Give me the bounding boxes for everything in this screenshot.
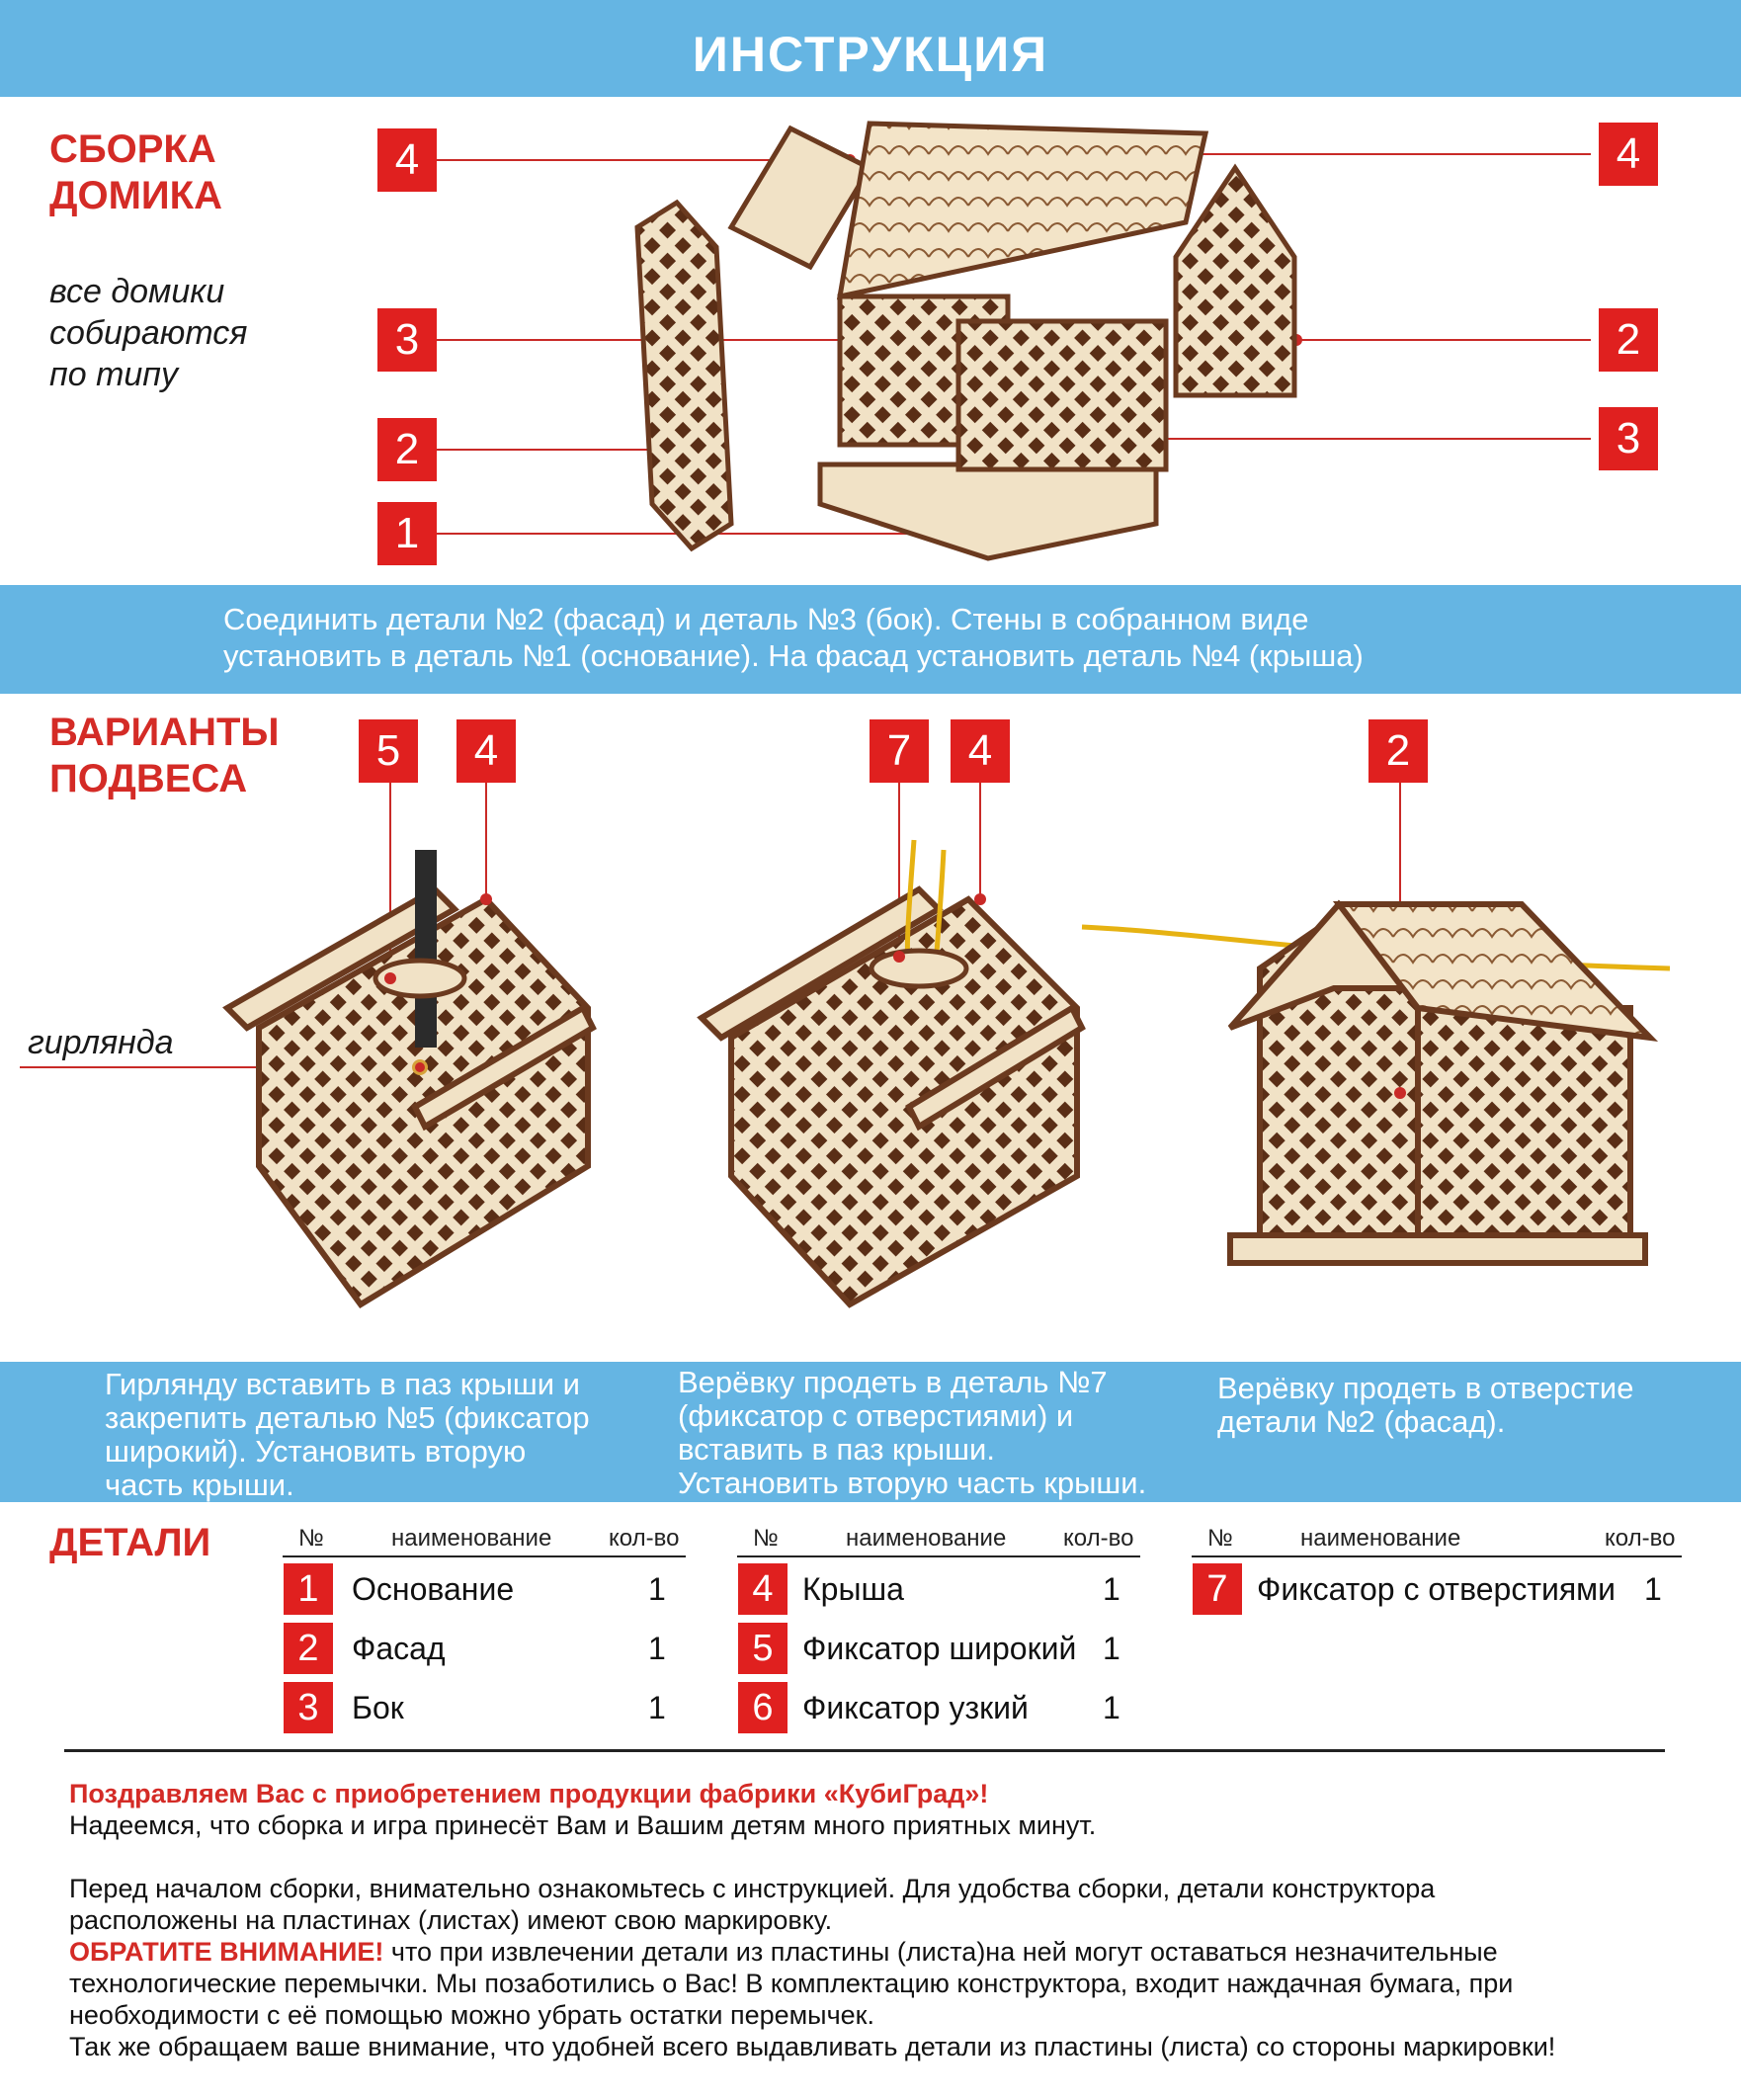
callout-part-4-right: 4 [1599, 123, 1658, 186]
hanging-text-left-line1: Гирлянду вставить в паз крыши и [105, 1367, 580, 1401]
part-badge-7: 7 [1193, 1563, 1242, 1615]
callout-middle-part-4: 4 [951, 719, 1010, 783]
part-badge-4: 4 [738, 1563, 788, 1615]
part-qty-7: 1 [1644, 1571, 1662, 1607]
part-name-7: Фиксатор с отверстиями [1257, 1571, 1617, 1607]
hanging-text-middle-line4: Установить вторую часть крыши. [678, 1466, 1147, 1500]
note-para1-line2: расположены на пластинах (листах) имеют свою маркировку. [69, 1905, 833, 1935]
header-band [0, 0, 1741, 97]
part-badge-3: 3 [284, 1682, 333, 1733]
callout-part-4-left: 4 [377, 128, 437, 192]
assembly-note-line1: все домики [49, 273, 225, 310]
page-title: ИНСТРУКЦИЯ [692, 27, 1049, 82]
callout-left-part-5: 5 [359, 719, 418, 783]
part-badge-2: 2 [284, 1623, 333, 1674]
hanging-text-left-line4: часть крыши. [105, 1468, 294, 1502]
hanging-text-left-line3: широкий). Установить вторую [105, 1434, 527, 1469]
callout-part-2-right: 2 [1599, 308, 1658, 372]
col-no-3: № [1207, 1525, 1233, 1552]
parts-title: ДЕТАЛИ [49, 1521, 211, 1564]
hanging-title-line1: ВАРИАНТЫ [49, 711, 280, 754]
assembly-note [49, 271, 247, 395]
part-name-4: Крыша [802, 1571, 904, 1607]
callout-middle-part-7: 7 [870, 719, 929, 783]
hanging-text-right [1217, 1372, 1633, 1439]
assembly-instruction-band [0, 585, 1741, 694]
hanging-text-middle [678, 1366, 1146, 1500]
col-qty-3: кол-во [1605, 1525, 1676, 1552]
attention-label: ОБРАТИТЕ ВНИМАНИЕ! [69, 1937, 384, 1967]
hanging-title-line2: ПОДВЕСА [49, 757, 248, 800]
callout-right-part-2: 2 [1368, 719, 1428, 783]
callout-part-3-left: 3 [377, 308, 437, 372]
part-badge-1: 1 [284, 1563, 333, 1615]
hanging-text-right-line2: детали №2 (фасад). [1217, 1404, 1506, 1439]
hanging-text-right-line1: Верёвку продеть в отверстие [1217, 1371, 1634, 1405]
house-exploded-illustration [375, 109, 1660, 573]
garland-label: гирлянда [28, 1024, 174, 1061]
hanging-text-left [105, 1368, 590, 1502]
part-name-2: Фасад [352, 1631, 446, 1666]
house-rope-facade-illustration [1077, 712, 1690, 1344]
part-name-6: Фиксатор узкий [802, 1690, 1029, 1725]
note-para2-line2: технологические перемычки. Мы позаботились о Вас! В комплектацию конструктора, входит наждачная бумага, при [69, 1969, 1514, 1998]
col-rule-1 [283, 1555, 686, 1557]
house-garland-illustration [0, 712, 632, 1344]
part-qty-3: 1 [648, 1690, 666, 1725]
note-para1-line1: Перед началом сборки, внимательно ознакомьтесь с инструкцией. Для удобства сборки, детали конструктора [69, 1874, 1436, 1903]
col-rule-3 [1192, 1555, 1682, 1557]
wish-text: Надеемся, что сборка и игра принесёт Вам и Вашим детям много приятных минут. [69, 1810, 1097, 1840]
callout-part-3-right: 3 [1599, 407, 1658, 470]
part-badge-6: 6 [738, 1682, 788, 1733]
col-qty-1: кол-во [609, 1525, 680, 1552]
note-attention-line [69, 1937, 1498, 1968]
congrats-text: Поздравляем Вас с приобретением продукции фабрики «КубиГрад»! [69, 1779, 989, 1808]
col-qty-2: кол-во [1063, 1525, 1134, 1552]
part-qty-2: 1 [648, 1631, 666, 1666]
col-no-1: № [298, 1525, 324, 1552]
part-name-1: Основание [352, 1571, 515, 1607]
col-name-3: наименование [1300, 1525, 1461, 1552]
assembly-note-line2: собираются [49, 314, 248, 352]
bottom-divider [64, 1749, 1665, 1752]
assembly-title-line2: ДОМИКА [49, 174, 222, 217]
note-para2-line3: необходимости с её помощью можно убрать остатки перемычек. [69, 2000, 874, 2030]
assembly-title-line1: СБОРКА [49, 127, 216, 171]
part-qty-6: 1 [1103, 1690, 1120, 1725]
note-para3: Так же обращаем ваше внимание, что удобней всего выдавливать детали из пластины (листа) со стороны маркировки! [69, 2032, 1556, 2061]
hanging-text-middle-line2: (фиксатор с отверстиями) и [678, 1398, 1074, 1433]
assembly-instruction-text [223, 601, 1508, 674]
assembly-note-line3: по типу [49, 356, 179, 393]
assembly-title [49, 126, 222, 219]
part-name-5: Фиксатор широкий [802, 1631, 1077, 1666]
col-name-1: наименование [391, 1525, 552, 1552]
part-qty-5: 1 [1103, 1631, 1120, 1666]
part-badge-5: 5 [738, 1623, 788, 1674]
part-qty-1: 1 [648, 1571, 666, 1607]
col-rule-2 [737, 1555, 1140, 1557]
col-no-2: № [753, 1525, 779, 1552]
attention-text: что при извлечении детали из пластины (листа)на ней могут оставаться незначительные [383, 1937, 1498, 1967]
hanging-text-left-line2: закрепить деталью №5 (фиксатор [105, 1400, 590, 1435]
hanging-instruction-band [0, 1362, 1741, 1502]
callout-part-2-left: 2 [377, 418, 437, 481]
callout-left-part-4: 4 [456, 719, 516, 783]
hanging-text-middle-line1: Верёвку продеть в деталь №7 [678, 1365, 1108, 1399]
part-qty-4: 1 [1103, 1571, 1120, 1607]
callout-part-1-left: 1 [377, 502, 437, 565]
hanging-text-middle-line3: вставить в паз крыши. [678, 1432, 995, 1467]
assembly-instruction-line2: установить в деталь №1 (основание). На фасад установить деталь №4 (крыша) [223, 638, 1364, 673]
part-name-3: Бок [352, 1690, 404, 1725]
col-name-2: наименование [846, 1525, 1007, 1552]
assembly-instruction-line1: Соединить детали №2 (фасад) и деталь №3 (бок). Стены в собранном виде [223, 602, 1309, 636]
